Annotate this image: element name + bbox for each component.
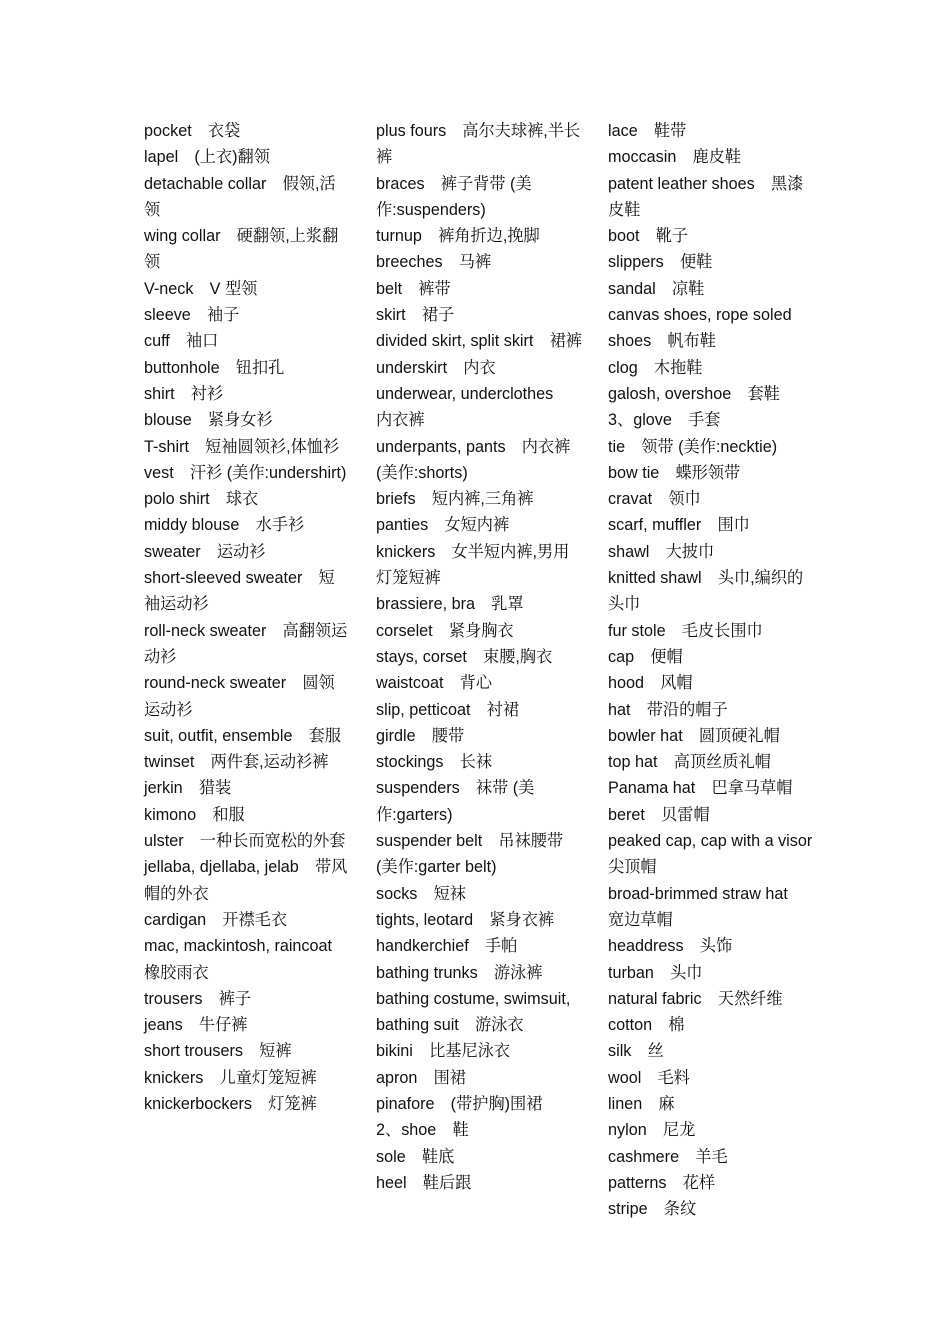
vocabulary-entry: broad-brimmed straw hat 宽边草帽: [608, 884, 805, 929]
vocabulary-entry: boot 靴子: [608, 227, 689, 246]
vocabulary-entry: brassiere, bra 乳罩: [376, 595, 524, 614]
vocabulary-entry: shawl 大披巾: [608, 542, 715, 561]
vocabulary-entry: panties 女短内裤: [376, 516, 510, 535]
vocabulary-entry: scarf, muffler 围巾: [608, 516, 750, 535]
vocabulary-entry: sole 鞋底: [376, 1147, 455, 1166]
vocabulary-entry: underpants, pants 内衣裤 (美作:shorts): [376, 437, 571, 482]
vocabulary-entry: handkerchief 手帕: [376, 937, 518, 956]
vocabulary-entry: canvas shoes, rope soled shoes 帆布鞋: [608, 306, 792, 351]
vocabulary-entry: socks 短袜: [376, 884, 466, 903]
vocabulary-entry: short-sleeved sweater 短袖运动衫: [144, 569, 335, 614]
vocabulary-entry: polo shirt 球衣: [144, 490, 259, 509]
vocabulary-entry: lapel (上衣)翻领: [144, 148, 270, 167]
vocabulary-entry: stockings 长袜: [376, 753, 493, 772]
vocabulary-entry: linen 麻: [608, 1094, 675, 1113]
vocabulary-entry: suit, outfit, ensemble 套服: [144, 726, 342, 745]
vocabulary-entry: knickerbockers 灯笼裤: [144, 1094, 317, 1113]
vocabulary-entry: V-neck V 型领: [144, 279, 258, 298]
vocabulary-entry: moccasin 鹿皮鞋: [608, 148, 742, 167]
vocabulary-entry: bow tie 蝶形领带: [608, 463, 741, 482]
vocabulary-entry: round-neck sweater 圆领运动衫: [144, 674, 335, 719]
vocabulary-entry: heel 鞋后跟: [376, 1173, 472, 1192]
vocabulary-entry: pinafore (带护胸)围裙: [376, 1094, 543, 1113]
vocabulary-entry: middy blouse 水手衫: [144, 516, 305, 535]
vocabulary-entry: jerkin 猎装: [144, 779, 232, 798]
vocabulary-entry: skirt 裙子: [376, 306, 455, 325]
vocabulary-entry: stays, corset 束腰,胸衣: [376, 647, 553, 666]
vocabulary-entry: pocket 衣袋: [144, 122, 241, 140]
vocabulary-entry: plus fours 高尔夫球裤,半长裤: [376, 122, 581, 167]
vocabulary-entry: trousers 裤子: [144, 989, 252, 1008]
vocabulary-entry: underwear, underclothes 内衣裤: [376, 384, 570, 430]
vocabulary-entry: wing collar 硬翻领,上浆翻领: [144, 227, 339, 272]
vocabulary-entry: ulster 一种长而宽松的外套: [144, 832, 346, 851]
vocabulary-entry: hood 风帽: [608, 674, 693, 693]
vocabulary-column-3: [608, 118, 829, 1222]
vocabulary-entry: underskirt 内衣: [376, 358, 496, 377]
vocabulary-entry: 2、shoe 鞋: [376, 1121, 469, 1140]
vocabulary-entry: patent leather shoes 黑漆皮鞋: [608, 174, 804, 219]
vocabulary-entry: sweater 运动衫: [144, 542, 266, 561]
vocabulary-entry: twinset 两件套,运动衫裤: [144, 753, 329, 772]
vocabulary-entry: T-shirt 短袖圆领衫,体恤衫: [144, 437, 340, 456]
vocabulary-entry: patterns 花样: [608, 1173, 716, 1192]
vocabulary-entry: sandal 凉鞋: [608, 279, 705, 298]
vocabulary-entry: galosh, overshoe 套鞋: [608, 384, 780, 403]
vocabulary-entry: fur stole 毛皮长围巾: [608, 621, 763, 640]
vocabulary-entry: suspenders 袜带 (美作:garters): [376, 779, 535, 824]
vocabulary-entry: slip, petticoat 衬裙: [376, 700, 520, 719]
vocabulary-entry: tights, leotard 紧身衣裤: [376, 910, 555, 929]
vocabulary-entry: stripe 条纹: [608, 1200, 697, 1219]
vocabulary-entry: silk 丝: [608, 1042, 664, 1061]
vocabulary-column-2: [376, 118, 582, 1196]
vocabulary-entry: knitted shawl 头巾,编织的头巾: [608, 569, 804, 614]
vocabulary-column-1: [144, 118, 350, 1117]
vocabulary-entry: slippers 便鞋: [608, 253, 713, 272]
vocabulary-entry: tie 领带 (美作:necktie): [608, 437, 778, 456]
vocabulary-entry: cashmere 羊毛: [608, 1147, 728, 1166]
vocabulary-entry: buttonhole 钮扣孔: [144, 358, 285, 377]
vocabulary-entry: sleeve 袖子: [144, 306, 240, 325]
vocabulary-entry: hat 带沿的帽子: [608, 700, 728, 719]
vocabulary-entry: suspender belt 吊袜腰带 (美作:garter belt): [376, 832, 564, 877]
vocabulary-entry: short trousers 短裤: [144, 1042, 292, 1061]
vocabulary-entry: shirt 衬衫: [144, 384, 224, 403]
vocabulary-entry: blouse 紧身女衫: [144, 411, 273, 430]
vocabulary-entry: jellaba, djellaba, jelab 带风帽的外衣: [144, 858, 348, 903]
vocabulary-entry: cuff 袖口: [144, 332, 219, 351]
vocabulary-entry: briefs 短内裤,三角裤: [376, 490, 534, 509]
vocabulary-entry: corselet 紧身胸衣: [376, 621, 514, 640]
vocabulary-entry: waistcoat 背心: [376, 674, 493, 693]
vocabulary-entry: apron 围裙: [376, 1068, 466, 1087]
vocabulary-entry: knickers 儿童灯笼短裤: [144, 1068, 317, 1087]
vocabulary-entry: knickers 女半短内裤,男用灯笼短裤: [376, 542, 570, 588]
vocabulary-entry: turnup 裤角折边,挽脚: [376, 227, 540, 246]
vocabulary-entry: headdress 头饰: [608, 937, 733, 956]
vocabulary-entry: wool 毛料: [608, 1068, 690, 1087]
vocabulary-entry: natural fabric 天然纤维: [608, 989, 783, 1008]
vocabulary-entry: Panama hat 巴拿马草帽: [608, 779, 793, 798]
vocabulary-entry: kimono 和服: [144, 805, 245, 824]
vocabulary-entry: cotton 棉: [608, 1016, 685, 1035]
vocabulary-entry: detachable collar 假领,活领: [144, 174, 336, 219]
vocabulary-entry: cardigan 开襟毛衣: [144, 910, 288, 929]
vocabulary-entry: peaked cap, cap with a visor 尖顶帽: [608, 832, 829, 877]
vocabulary-entry: nylon 尼龙: [608, 1121, 696, 1140]
vocabulary-entry: clog 木拖鞋: [608, 358, 703, 377]
vocabulary-entry: belt 裤带: [376, 279, 451, 298]
vocabulary-entry: bowler hat 圆顶硬礼帽: [608, 726, 780, 745]
vocabulary-entry: turban 头巾: [608, 963, 703, 982]
vocabulary-entry: divided skirt, split skirt 裙裤: [376, 332, 582, 351]
vocabulary-entry: cap 便帽: [608, 647, 683, 666]
vocabulary-entry: bathing trunks 游泳裤: [376, 963, 543, 982]
vocabulary-entry: lace 鞋带: [608, 122, 687, 140]
vocabulary-entry: bathing costume, swimsuit, bathing suit 游泳衣: [376, 989, 571, 1035]
vocabulary-entry: top hat 高顶丝质礼帽: [608, 753, 771, 772]
vocabulary-entry: vest 汗衫 (美作:undershirt): [144, 463, 347, 482]
vocabulary-entry: cravat 领巾: [608, 490, 701, 509]
vocabulary-entry: bikini 比基尼泳衣: [376, 1042, 511, 1061]
vocabulary-entry: roll-neck sweater 高翻领运动衫: [144, 621, 348, 666]
vocabulary-entry: girdle 腰带: [376, 726, 465, 745]
vocabulary-entry: 3、glove 手套: [608, 411, 721, 430]
vocabulary-entry: beret 贝雷帽: [608, 805, 710, 824]
vocabulary-entry: jeans 牛仔裤: [144, 1016, 248, 1035]
vocabulary-entry: breeches 马裤: [376, 253, 492, 272]
vocabulary-entry: braces 裤子背带 (美作:suspenders): [376, 174, 532, 219]
vocabulary-entry: mac, mackintosh, raincoat 橡胶雨衣: [144, 937, 349, 982]
